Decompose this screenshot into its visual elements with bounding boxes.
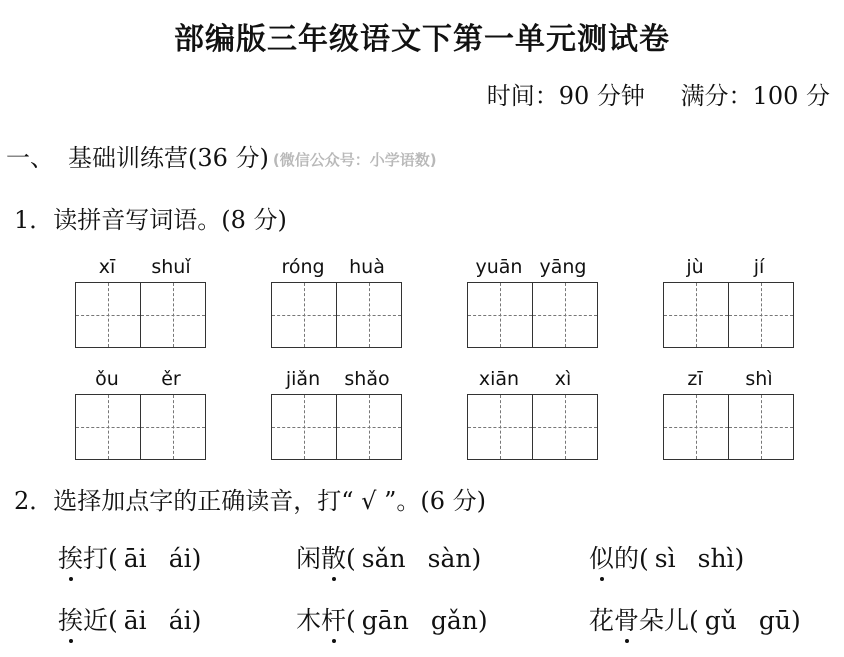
pronunciation-item: 似的( sì shì) bbox=[589, 539, 744, 575]
writing-box[interactable] bbox=[468, 282, 533, 348]
writing-box[interactable] bbox=[141, 394, 206, 460]
pinyin-label: jù bbox=[686, 256, 704, 278]
dotted-character: 似 bbox=[589, 539, 614, 575]
section-heading bbox=[6, 138, 437, 173]
option-b[interactable]: shì bbox=[697, 544, 735, 573]
pinyin-label: huà bbox=[349, 256, 385, 278]
writing-box[interactable] bbox=[468, 394, 533, 460]
writing-box[interactable] bbox=[664, 394, 729, 460]
writing-box[interactable] bbox=[337, 394, 402, 460]
question-1-prompt: 1．读拼音写词语。(8 分) bbox=[14, 206, 287, 234]
pronunciation-item: 木杆( gān gǎn) bbox=[296, 601, 488, 637]
dotted-character: 骨 bbox=[614, 601, 639, 637]
pinyin-label: yāng bbox=[539, 256, 587, 278]
pinyin-label: jí bbox=[753, 256, 765, 278]
dotted-character: 挨 bbox=[58, 601, 83, 637]
option-b[interactable]: gǎn bbox=[430, 606, 478, 635]
pinyin-label: ěr bbox=[161, 368, 181, 390]
writing-box[interactable] bbox=[76, 282, 141, 348]
exam-meta bbox=[459, 76, 830, 111]
dotted-character: 挨 bbox=[58, 539, 83, 575]
question-2-prompt: 2．选择加点字的正确读音，打“ √ ”。(6 分) bbox=[14, 487, 486, 515]
wechat-watermark: (微信公众号：小学语数) bbox=[272, 151, 437, 169]
writing-box[interactable] bbox=[272, 394, 337, 460]
option-b[interactable]: sàn bbox=[427, 544, 472, 573]
writing-box[interactable] bbox=[337, 282, 402, 348]
pinyin-label: shuǐ bbox=[151, 256, 191, 278]
pinyin-label: xī bbox=[98, 256, 116, 278]
pinyin-label: shǎo bbox=[344, 368, 390, 390]
pronunciation-item: 挨近( āi ái) bbox=[58, 601, 201, 637]
option-b[interactable]: ái bbox=[168, 544, 192, 573]
pronunciation-item: 闲散( sǎn sàn) bbox=[296, 539, 481, 575]
full-score: 满分：100 分 bbox=[680, 82, 830, 110]
writing-box[interactable] bbox=[664, 282, 729, 348]
pinyin-label: zī bbox=[687, 368, 703, 390]
pinyin-label: róng bbox=[281, 256, 325, 278]
option-b[interactable]: ái bbox=[168, 606, 192, 635]
dotted-character: 散 bbox=[321, 539, 346, 575]
option-a[interactable]: āi bbox=[123, 544, 147, 573]
pinyin-label: xiān bbox=[478, 368, 520, 390]
pronunciation-item: 挨打( āi ái) bbox=[58, 539, 201, 575]
option-b[interactable]: gū bbox=[758, 606, 792, 635]
option-a[interactable]: sǎn bbox=[361, 544, 406, 573]
pronunciation-item: 花骨朵儿( gǔ gū) bbox=[589, 601, 801, 637]
option-a[interactable]: sì bbox=[654, 544, 676, 573]
pinyin-label: ǒu bbox=[95, 368, 119, 390]
writing-box[interactable] bbox=[272, 282, 337, 348]
option-a[interactable]: gǔ bbox=[704, 606, 737, 635]
writing-box[interactable] bbox=[76, 394, 141, 460]
pinyin-label: shì bbox=[745, 368, 773, 390]
writing-box[interactable] bbox=[141, 282, 206, 348]
writing-box[interactable] bbox=[533, 282, 598, 348]
pinyin-label: xì bbox=[554, 368, 572, 390]
pinyin-label: yuān bbox=[475, 256, 523, 278]
section-number: 一、 bbox=[6, 144, 54, 172]
writing-box[interactable] bbox=[729, 394, 794, 460]
dotted-character: 杆 bbox=[321, 601, 346, 637]
time-limit: 时间：90 分钟 bbox=[486, 82, 645, 110]
option-a[interactable]: gān bbox=[361, 606, 409, 635]
option-a[interactable]: āi bbox=[123, 606, 147, 635]
section-title: 基础训练营(36 分) bbox=[68, 144, 269, 172]
page-title: 部编版三年级语文下第一单元测试卷 bbox=[174, 22, 670, 57]
writing-box[interactable] bbox=[533, 394, 598, 460]
writing-box[interactable] bbox=[729, 282, 794, 348]
pinyin-label: jiǎn bbox=[285, 368, 321, 390]
